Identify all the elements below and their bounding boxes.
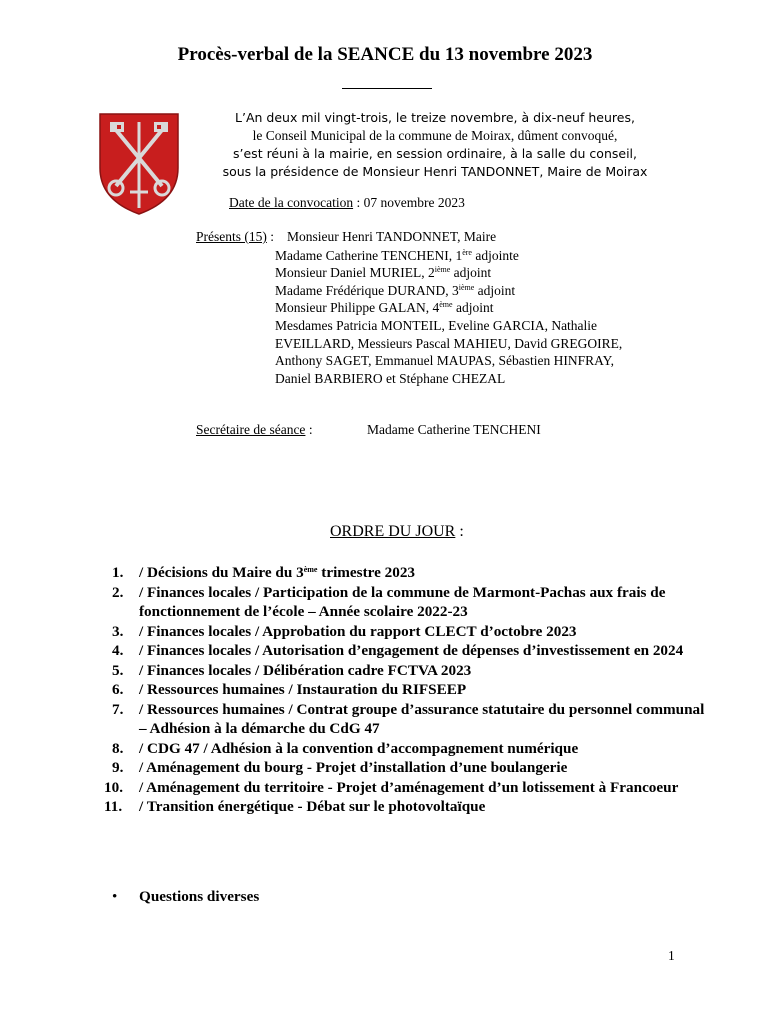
agenda-heading-suffix: : [455, 523, 464, 540]
secretary-label: Secrétaire de séance [196, 422, 306, 437]
intro-line: s’est réuni à la mairie, en session ordinaire, à la salle du conseil, [233, 146, 637, 161]
intro-line: le Conseil Municipal de la commune de Moirax, dûment convoqué, [252, 128, 618, 143]
convocation-separator: : [353, 195, 364, 210]
misc-questions-label: Questions diverses [139, 888, 260, 905]
agenda-item: 1. / Décisions du Maire du 3ème trimestre 2023 [112, 564, 416, 581]
page-number: 1 [668, 948, 675, 963]
agenda-item: 2. / Finances locales / Participation de la commune de Marmont-Pachas aux frais de fonctionnement de l’école – Année scolaire 2022-23 [112, 583, 666, 620]
agenda-heading-label: ORDRE DU JOUR [330, 523, 456, 540]
presents-list [275, 229, 622, 387]
presents-line: Madame Frédérique DURAND, 3ième adjoint [275, 282, 516, 298]
agenda-item: 3. / Finances locales / Approbation du rapport CLECT d’octobre 2023 [112, 622, 577, 640]
presents-line: Madame Catherine TENCHENI, 1ère adjointe [275, 247, 519, 263]
presents-separator: : [266, 229, 275, 244]
convocation-date [229, 195, 465, 211]
intro-line: sous la présidence de Monsieur Henri TANDONNET, Maire de Moirax [222, 164, 648, 179]
agenda-item: 6. / Ressources humaines / Instauration du RIFSEEP [112, 681, 467, 698]
presents-line: Anthony SAGET, Emmanuel MAUPAS, Sébastien HINFRAY, [275, 353, 615, 369]
title-underline-divider [342, 88, 432, 89]
misc-questions-item [112, 888, 259, 906]
page-title: Procès-verbal de la SEANCE du 13 novembre 2023 [177, 44, 593, 65]
coat-of-arms-icon [96, 108, 182, 216]
secretary-heading [196, 422, 313, 438]
presents-line: Daniel BARBIERO et Stéphane CHEZAL [275, 370, 506, 386]
secretary-separator: : [305, 422, 313, 437]
presents-line: EVEILLARD, Messieurs Pascal MAHIEU, David GREGOIRE, [275, 335, 623, 351]
agenda-item: 7. / Ressources humaines / Contrat groupe d’assurance statutaire du personnel communal – Adhésion à la démarche du CdG 47 [112, 700, 705, 737]
presents-line: Monsieur Philippe GALAN, 4ème adjoint [275, 300, 494, 316]
secretary-value: Madame Catherine TENCHENI [367, 422, 541, 437]
presents-line: Monsieur Daniel MURIEL, 2ième adjoint [275, 265, 492, 281]
bullet-icon: • [112, 888, 118, 905]
presents-line-first: Monsieur Henri TANDONNET, Maire [287, 229, 497, 244]
presents-label: Présents (15) [196, 229, 267, 244]
intro-line: L’An deux mil vingt-trois, le treize novembre, à dix-neuf heures, [235, 110, 635, 125]
convocation-value: 07 novembre 2023 [363, 195, 465, 210]
agenda-item: 10. / Aménagement du territoire - Projet d’aménagement d’un lotissement à Francoeur [104, 778, 679, 796]
agenda-item: 8. / CDG 47 / Adhésion à la convention d’accompagnement numérique [112, 739, 579, 757]
agenda-item: 4. / Finances locales / Autorisation d’engagement de dépenses d’investissement en 2024 [112, 642, 684, 659]
meeting-intro [200, 109, 670, 181]
convocation-label: Date de la convocation [229, 195, 354, 210]
presents-line: Mesdames Patricia MONTEIL, Eveline GARCIA, Nathalie [275, 317, 598, 333]
agenda-list [104, 563, 712, 817]
agenda-item: 9. / Aménagement du bourg - Projet d’installation d’une boulangerie [112, 759, 568, 776]
agenda-heading [330, 523, 464, 541]
agenda-item: 11. / Transition énergétique - Débat sur le photovoltaïque [104, 798, 486, 815]
presents-heading [196, 229, 274, 245]
agenda-item: 5. / Finances locales / Délibération cadre FCTVA 2023 [112, 661, 472, 679]
